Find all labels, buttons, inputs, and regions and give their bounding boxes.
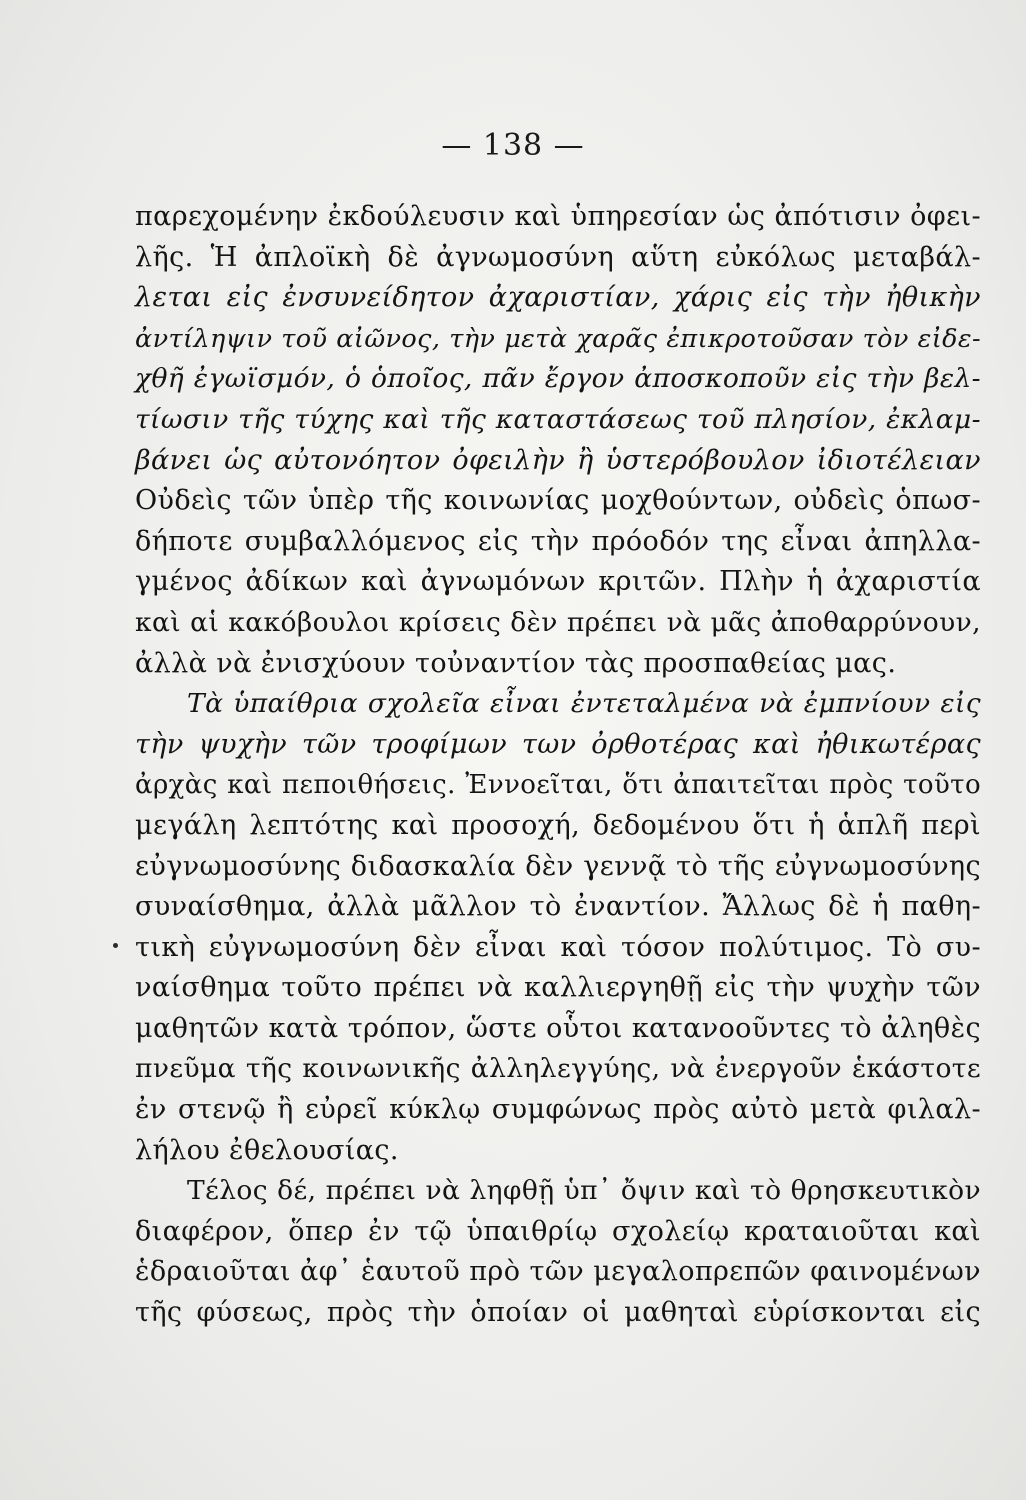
text-line: Οὐδεὶς τῶν ὑπὲρ τῆς κοινωνίας μοχθούντων, οὐδεὶς ὁπωσ- [135,485,981,517]
text-line: ναίσθημα τοῦτο πρέπει νὰ καλλιεργηθῇ εἰς τὴν ψυχὴν τῶν [135,972,981,1004]
text-line: μεγάλη λεπτότης καὶ προσοχή, δεδομένου ὅτι ἡ ἁπλῆ περὶ [135,809,981,841]
text-line: Τέλος δέ, πρέπει νὰ ληφθῇ ὑπ᾽ ὄψιν καὶ τὸ θρησκευτικὸν [187,1175,981,1207]
text-line: τὴν ψυχὴν τῶν τροφίμων των ὀρθοτέρας καὶ ἠθικωτέρας [135,728,981,760]
margin-dot [113,943,118,948]
text-line: μαθητῶν κατὰ τρόπον, ὥστε οὗτοι κατανοοῦντες τὸ ἀληθὲς [135,1012,981,1044]
text-line: βάνει ὡς αὐτονόητον ὀφειλὴν ἢ ὑστερόβουλον ἰδιοτέλειαν [135,444,981,476]
text-line: διαφέρον, ὅπερ ἐν τῷ ὑπαιθρίῳ σχολείῳ κραταιοῦται καὶ [135,1215,981,1247]
text-line: λῆς. Ἡ ἀπλοϊκὴ δὲ ἀγνωμοσύνη αὕτη εὐκόλως μεταβάλ- [135,241,981,273]
paragraph-1 [135,197,981,684]
paragraph-3 [135,1171,981,1333]
text-line: παρεχομένην ἐκδούλευσιν καὶ ὑπηρεσίαν ὡς ἀπότισιν ὀφει- [135,201,981,232]
text-line: γμένος ἀδίκων καὶ ἀγνωμόνων κριτῶν. Πλὴν ἡ ἀχαριστία [135,566,981,598]
text-line: ἀλλὰ νὰ ἐνισχύουν τοὐναντίον τὰς προσπαθείας μας. [135,647,897,679]
text-line: συναίσθημα, ἀλλὰ μᾶλλον τὸ ἐναντίον. Ἄλλως δὲ ἡ παθη- [135,891,981,923]
text-line: λεται εἰς ἐνσυνείδητον ἀχαριστίαν, χάρις εἰς τὴν ἠθικὴν [135,282,981,314]
text-line: δήποτε συμβαλλόμενος εἰς τὴν πρόοδόν της εἶναι ἀπηλλα- [135,525,981,557]
text-line: εὐγνωμοσύνης διδασκαλία δὲν γεννᾷ τὸ τῆς εὐγνωμοσύνης [135,850,981,882]
text-line: τίωσιν τῆς τύχης καὶ τῆς καταστάσεως τοῦ πλησίον, ἐκλαμ- [135,403,981,435]
paragraph-2 [135,684,981,1171]
text-line: χθῆ ἐγωϊσμόν, ὁ ὁποῖος, πᾶν ἔργον ἀποσκοποῦν εἰς τὴν βελ- [135,363,981,395]
text-line: ἀρχὰς καὶ πεποιθήσεις. Ἐννοεῖται, ὅτι ἀπαιτεῖται πρὸς τοῦτο [135,770,981,801]
page-number: — 138 — [441,128,585,163]
text-line: ἑδραιοῦται ἀφ᾽ ἑαυτοῦ πρὸ τῶν μεγαλοπρεπῶν φαινομένων [135,1256,981,1288]
text-line: Τὰ ὑπαίθρια σχολεῖα εἶναι ἐντεταλμένα νὰ ἐμπνίουν εἰς [187,688,981,720]
text-line: ἀντίληψιν τοῦ αἰῶνος, τὴν μετὰ χαρᾶς ἐπικροτοῦσαν τὸν εἰδε- [135,323,981,354]
text-line: πνεῦμα τῆς κοινωνικῆς ἀλληλεγγύης, νὰ ἐνεργοῦν ἑκάστοτε [135,1053,981,1085]
text-line: ἐν στενῷ ἢ εὐρεῖ κύκλῳ συμφώνως πρὸς αὐτὸ μετὰ φιλαλ- [135,1094,981,1126]
text-line: τικὴ εὐγνωμοσύνη δὲν εἶναι καὶ τόσον πολύτιμος. Τὸ συ- [135,931,981,963]
text-line: καὶ αἱ κακόβουλοι κρίσεις δὲν πρέπει νὰ μᾶς ἀποθαρρύνουν, [135,606,981,638]
text-line: λήλου ἐθελουσίας. [135,1134,399,1166]
body-text [135,197,981,1334]
text-line: τῆς φύσεως, πρὸς τὴν ὁποίαν οἱ μαθηταὶ εὑρίσκονται εἰς [135,1297,981,1329]
